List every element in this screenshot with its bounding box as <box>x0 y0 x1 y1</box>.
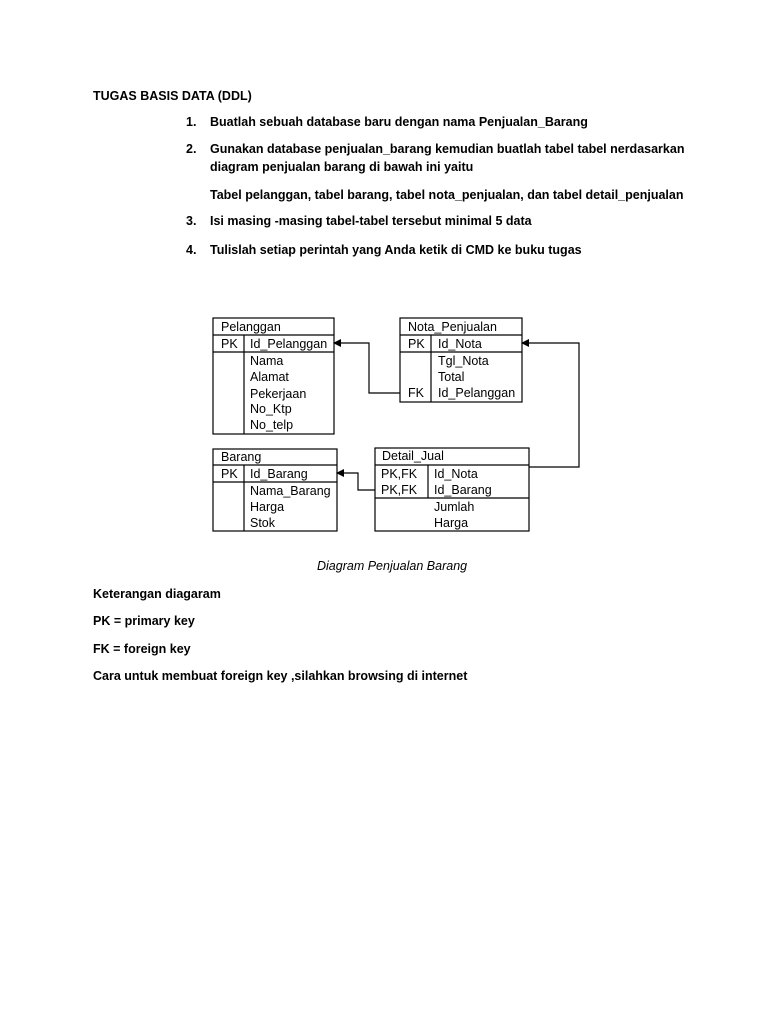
barang-field: Stok <box>250 516 276 530</box>
detail-key-label: PK,FK <box>381 467 418 481</box>
pelanggan-field: Nama <box>250 354 284 368</box>
detail-field: Jumlah <box>434 500 475 514</box>
relationship-detail-to-barang <box>337 473 375 490</box>
detail-key-field: Id_Barang <box>434 483 492 497</box>
barang-header: Barang <box>221 450 262 464</box>
notes-pk: PK = primary key <box>93 614 195 628</box>
notes-fk: FK = foreign key <box>93 642 191 656</box>
nota-fk-label: FK <box>408 386 424 400</box>
relationship-nota-to-pelanggan <box>334 343 400 393</box>
task-text-tables-list: Tabel pelanggan, tabel barang, tabel nota_penjualan, dan tabel detail_penjualan <box>210 188 684 202</box>
pelanggan-field: Pekerjaan <box>250 387 307 401</box>
task-text-1: Buatlah sebuah database baru dengan nama Penjualan_Barang <box>210 115 588 129</box>
pelanggan-field: Alamat <box>250 370 289 384</box>
pelanggan-key-field: Id_Pelanggan <box>250 337 328 351</box>
task-text-2-line-1: Gunakan database penjualan_barang kemudian buatlah tabel tabel nerdasarkan <box>210 142 685 156</box>
task-number-1: 1. <box>186 115 197 129</box>
task-text-4: Tulislah setiap perintah yang Anda ketik di CMD ke buku tugas <box>210 243 582 257</box>
pelanggan-field: No_telp <box>250 418 294 432</box>
nota-fk-field: Id_Pelanggan <box>438 386 516 400</box>
pelanggan-field: No_Ktp <box>250 402 292 416</box>
task-number-2: 2. <box>186 142 197 156</box>
nota-header: Nota_Penjualan <box>408 320 497 334</box>
nota-key-field: Id_Nota <box>438 337 482 351</box>
detail-key-field: Id_Nota <box>434 467 478 481</box>
task-text-2-line-2: diagram penjualan barang di bawah ini yaitu <box>210 160 474 174</box>
detail-key-label: PK,FK <box>381 483 418 497</box>
notes-heading: Keterangan diagaram <box>93 587 221 601</box>
task-text-3: Isi masing -masing tabel-tabel tersebut minimal 5 data <box>210 214 532 228</box>
task-number-4: 4. <box>186 243 197 257</box>
task-number-3: 3. <box>186 214 197 228</box>
document-title: TUGAS BASIS DATA (DDL) <box>93 89 252 103</box>
nota-field: Total <box>438 370 465 384</box>
detail-header: Detail_Jual <box>382 449 444 463</box>
detail-field: Harga <box>434 516 469 530</box>
nota-key-label: PK <box>408 337 425 351</box>
barang-key-field: Id_Barang <box>250 467 308 481</box>
barang-key-label: PK <box>221 467 238 481</box>
relationship-detail-to-nota <box>522 343 579 467</box>
pelanggan-header: Pelanggan <box>221 320 281 334</box>
diagram-caption: Diagram Penjualan Barang <box>317 559 468 573</box>
notes-tip: Cara untuk membuat foreign key ,silahkan browsing di internet <box>93 669 468 683</box>
barang-field: Nama_Barang <box>250 484 331 498</box>
pelanggan-key-label: PK <box>221 337 238 351</box>
barang-field: Harga <box>250 500 285 514</box>
nota-field: Tgl_Nota <box>438 354 489 368</box>
